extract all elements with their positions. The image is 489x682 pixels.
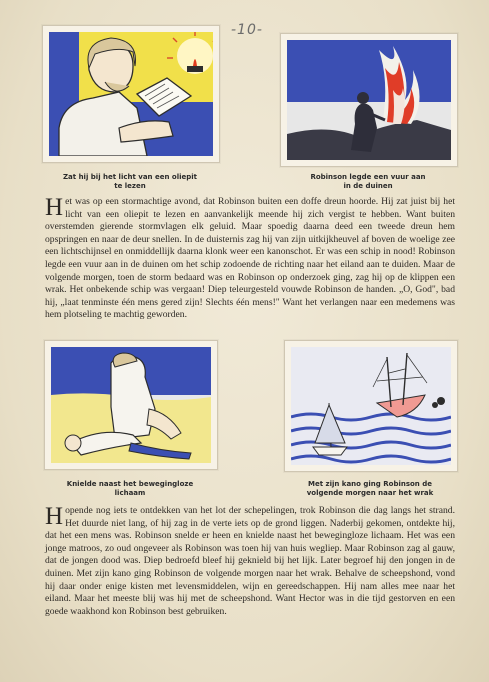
page-number: -10- — [231, 22, 263, 38]
illustration-reading-card — [42, 25, 220, 163]
caption-reading: Zat hij bij het licht van een oliepit te lezen — [62, 173, 197, 190]
drop-cap: H — [45, 503, 64, 530]
illustration-wreck — [291, 347, 451, 465]
caption-kneeling: Knielde naast het bewegingloze lichaam — [66, 480, 194, 497]
illustration-fire-card — [280, 33, 458, 167]
paragraph-storm — [45, 196, 455, 322]
illustration-kneeling-card — [44, 340, 218, 470]
paragraph-text: opende nog iets te ontdekken van het lot der schepelingen, trok Robinson die dag langs het strand. Het duurde niet lang, of hij zag in de verte iets op de grond liggen. Naderbij gekomen, ontdekte hij, dat het een mens was. Robinson snelde er heen en knielde naast het bewegingloze lichaam. Het was een jonge matroos, zo oud ongeveer als Robinson was toen hij van huis wegliep. Maar Robinson zag al gauw, dat de jongen dood was. Diep bedroefd bleef hij geknield bij het lijk. Later begroef hij den jongen in de duinen. Met zijn kano ging Robinson de volgende morgen naar het wrak. Behalve de scheepshond, vond hij daar onder enige kisten met levensmiddelen, wijn en gereedschappen. Hij nam alles mee naar het eiland. Maar het meeste blij was hij met de scheepshond. Want Hector was in die tijd gestorven en een goede waakhond kon Robinson best gebruiken. — [45, 505, 455, 617]
illustration-wreck-card — [284, 340, 458, 472]
illustration-fire — [287, 40, 451, 160]
caption-wreck: Met zijn kano ging Robinson de volgende morgen naar het wrak — [306, 480, 434, 497]
drop-cap: H — [45, 194, 64, 221]
illustration-kneeling — [51, 347, 211, 463]
paragraph-text: et was op een stormachtige avond, dat Robinson buiten een doffe dreun hoorde. Hij zat juist bij het licht van een oliepit te lezen en aanvankelijk meende hij zich vergist te hebben. Want buiten overstemden gierende stormvlagen elk geluid. Maar spoedig daarna deed een tweede dreun hem opspringen en naar de deur snellen. In de duisternis zag hij van zijn uitkijkheuvel af boven de woelige zee een lichtschijnsel en onmiddellijk daarna klonk weer een kanonschot. Er was een schip in nood! Robinson legde een vuur aan in de duinen om het schip zodoende de richting naar het eiland aan te duiden. Maar de volgende morgen, toen de storm bedaard was en Robinson op onderzoek ging, zag hij op de klippen een wrak. Het onbekende schip was vergaan! Diep teleurgesteld vouwde Robinson de handen. „O, God", bad hij, „laat tenminste één mens gered zijn! Slechts één mens!" Want het verlangen naar een medemens was hem plotseling te machtig geworden. — [45, 196, 455, 321]
paragraph-beach — [45, 505, 455, 618]
caption-fire: Robinson legde een vuur aan in de duinen — [310, 173, 426, 190]
illustration-reading — [49, 32, 213, 156]
